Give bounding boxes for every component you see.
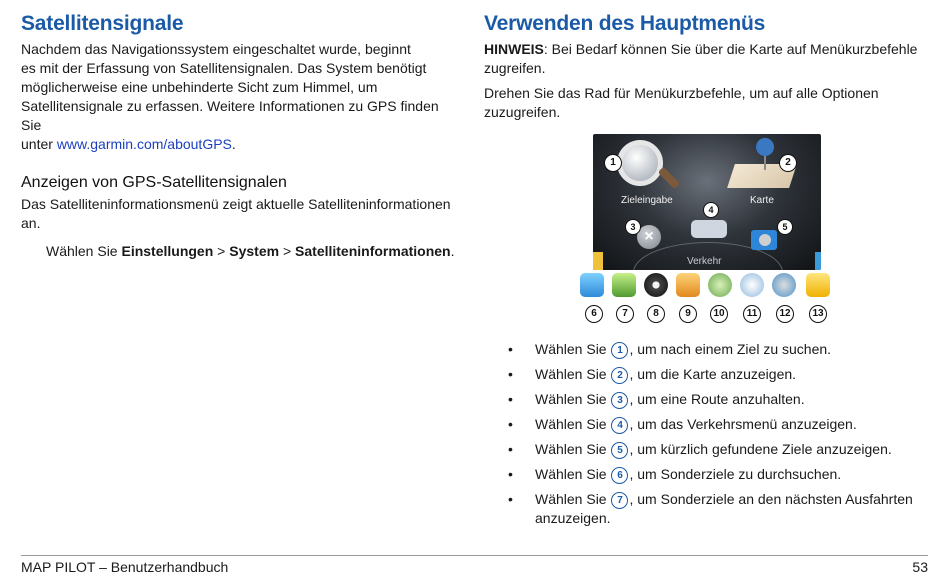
pushpin-stem (764, 156, 766, 170)
callout-2: 2 (779, 154, 797, 172)
list-item: • Wählen Sie 2 , um die Karte anzuzeigen. (508, 365, 918, 384)
inline-callout: 6 (611, 467, 628, 484)
list-item: • Wählen Sie 6 , um Sonderziele zu durchsuchen. (508, 465, 918, 484)
alert-warning-icon (806, 273, 830, 297)
list-item: • Wählen Sie 3 , um eine Route anzuhalten. (508, 390, 918, 409)
main-menu-screenshot (593, 134, 821, 270)
intro-line-5-suffix: . (231, 136, 236, 152)
step-item-settings: Einstellungen (121, 243, 214, 259)
strip-callout-12: 12 (776, 305, 794, 323)
footer-divider (21, 555, 928, 556)
inline-callout: 5 (611, 442, 628, 459)
step-suffix: . (450, 243, 455, 259)
side-tab-left (593, 252, 603, 270)
strip-callout-7: 7 (616, 305, 634, 323)
callout-3: 3 (625, 219, 641, 235)
magnifier-handle (658, 167, 681, 190)
dial-line-1: Drehen Sie das Rad für Menükurzbefehle, um auf alle Optionen (484, 85, 879, 101)
traffic-icon (691, 220, 727, 238)
intro-paragraph (21, 40, 461, 154)
inline-callout: 4 (611, 417, 628, 434)
dial-paragraph (484, 84, 930, 122)
intro-line-1: Nachdem das Navigationssystem eingeschaltet wurde, beginnt (21, 41, 411, 57)
step-prefix: Wählen Sie (46, 243, 122, 259)
note-line-1: : Bei Bedarf können Sie über die Karte auf Menükurzbefehle (543, 41, 918, 57)
list-item: • Wählen Sie 4 , um das Verkehrsmenü anzuzeigen. (508, 415, 918, 434)
list-item: • Wählen Sie 5 , um kürzlich gefundene Ziele anzuzeigen. (508, 440, 918, 459)
pushpin-icon (756, 138, 774, 156)
volume-icon (740, 273, 764, 297)
step-sep-2: > (279, 243, 296, 259)
dial-line-2: zuzugreifen. (484, 104, 561, 120)
intro-line-4: Satellitensignale zu erfassen. Weitere Informationen zu GPS finden Sie (21, 98, 439, 133)
step-item-satellite-info: Satelliteninformationen (295, 243, 451, 259)
callout-5: 5 (777, 219, 793, 235)
intro-line-5-prefix: unter (21, 136, 57, 152)
inline-callout: 2 (611, 367, 628, 384)
screen-label-search: Zieleingabe (621, 195, 673, 206)
right-column (484, 12, 930, 128)
section-heading-main-menu: Verwenden des Hauptmenüs (484, 12, 766, 35)
left-column (21, 12, 461, 259)
screen-label-map: Karte (750, 195, 774, 206)
strip-callout-8: 8 (647, 305, 665, 323)
strip-callout-6: 6 (585, 305, 603, 323)
sub-line-2: an. (21, 215, 41, 231)
list-item: • Wählen Sie 1 , um nach einem Ziel zu suchen. (508, 340, 918, 359)
step-sep-1: > (213, 243, 230, 259)
callout-1: 1 (604, 154, 622, 172)
section-heading-satellite: Satellitensignale (21, 12, 184, 35)
sub-paragraph (21, 195, 461, 233)
sub-line-1: Das Satelliteninformationsmenü zeigt aktuelle Satelliteninformationen (21, 196, 451, 212)
note-line-2: zugreifen. (484, 60, 546, 76)
strip-callout-10: 10 (710, 305, 728, 323)
subheading-gps-signals: Anzeigen von GPS-Satellitensignalen (21, 174, 287, 191)
strip-callout-11: 11 (743, 305, 761, 323)
exit-services-icon (612, 273, 636, 297)
page-number: 53 (912, 559, 928, 575)
stop-route-icon: × (637, 225, 661, 249)
strip-callout-13: 13 (809, 305, 827, 323)
inline-callout: 3 (611, 392, 628, 409)
detour-icon (676, 273, 700, 297)
callout-4: 4 (703, 202, 719, 218)
note-paragraph (484, 40, 930, 78)
reroute-icon (708, 273, 732, 297)
instruction-step (46, 243, 461, 259)
screen-label-traffic: Verkehr (687, 256, 722, 267)
inline-callout: 7 (611, 492, 628, 509)
trip-computer-icon (644, 273, 668, 297)
intro-line-3: möglicherweise eine unbehinderte Sicht zum Himmel, um (21, 79, 378, 95)
side-tab-right (815, 252, 821, 270)
magnifier-icon (617, 140, 663, 186)
garmin-gps-link[interactable]: www.garmin.com/aboutGPS (56, 136, 232, 152)
note-label: HINWEIS (484, 41, 544, 57)
settings-gear-icon (772, 273, 796, 297)
menu-options-list (508, 340, 918, 534)
clock-icon (759, 234, 771, 246)
intro-line-2: es mit der Erfassung von Satellitensignalen. Das System benötigt (21, 60, 427, 76)
poi-browse-icon (580, 273, 604, 297)
footer-title: MAP PILOT – Benutzerhandbuch (21, 559, 229, 575)
list-item: • Wählen Sie 7 , um Sonderziele an den nächsten Ausfahrten anzuzeigen. (508, 490, 918, 528)
strip-callout-9: 9 (679, 305, 697, 323)
step-item-system: System (229, 243, 280, 259)
inline-callout: 1 (611, 342, 628, 359)
